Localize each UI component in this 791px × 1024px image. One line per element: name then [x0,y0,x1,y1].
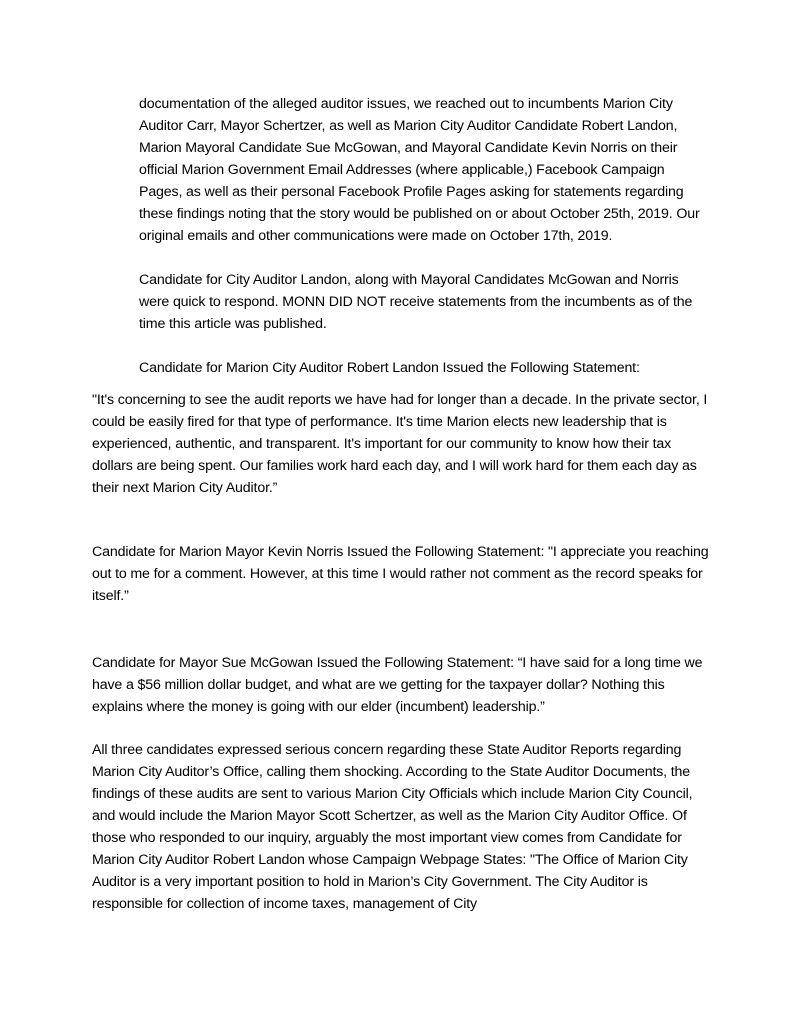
paragraph-responses: Candidate for City Auditor Landon, along with Mayoral Candidates McGowan and Norris were quick to respond. MONN DID NOT receive statements from the incumbents as of the time this article was published. [139,272,693,332]
paragraph-mcgowan-statement: Candidate for Mayor Sue McGowan Issued the Following Statement: “I have said for a long time we have a $56 million dollar budget, and what are we getting for the taxpayer dollar? Nothing this explains where the money is going with our elder (incumbent) leadership.” [92,655,703,715]
paragraph-landon-statement: "It's concerning to see the audit reports we have had for longer than a decade. In the private sector, I could be easily fired for that type of performance. It's time Marion elects new leadership that is experienced, authentic, and transparent. It's important for our community to know how their tax dollars are being spent. Our families work hard each day, and I will work hard for them each day as their next Marion City Auditor.” [92,392,708,496]
paragraph-outreach: documentation of the alleged auditor issues, we reached out to incumbents Marion City Auditor Carr, Mayor Schertzer, as well as Marion City Auditor Candidate Robert Landon, Marion Mayoral Candidate Sue McGowan, and Mayoral Candidate Kevin Norris on their official Marion Government Email Addresses (where applicable,) Facebook Campaign Pages, as well as their personal Facebook Profile Pages asking for statements regarding these findings noting that the story would be published on or about October 25th, 2019. Our original emails and other communications were made on October 17th, 2019. [139,96,700,244]
paragraph-norris-statement: Candidate for Marion Mayor Kevin Norris Issued the Following Statement: "I appreciate you reaching out to me for a comment. However, at this time I would rather not comment as the record speaks for itself.” [92,544,709,604]
paragraph-landon-heading: Candidate for Marion City Auditor Robert Landon Issued the Following Statement: [139,360,640,376]
paragraph-conclusion: All three candidates expressed serious concern regarding these State Auditor Reports regarding Marion City Auditor’s Office, calling them shocking. According to the State Auditor Documents, the findings of these audits are sent to various Marion City Officials which include Marion City Council, and would include the Marion Mayor Scott Schertzer, as well as the Marion City Auditor Office. Of those who responded to our inquiry, arguably the most important view comes from Candidate for Marion City Auditor Robert Landon whose Campaign Webpage States: "The Office of Marion City Auditor is a very important position to hold in Marion’s City Government. The City Auditor is responsible for collection of income taxes, management of City [92,742,693,912]
